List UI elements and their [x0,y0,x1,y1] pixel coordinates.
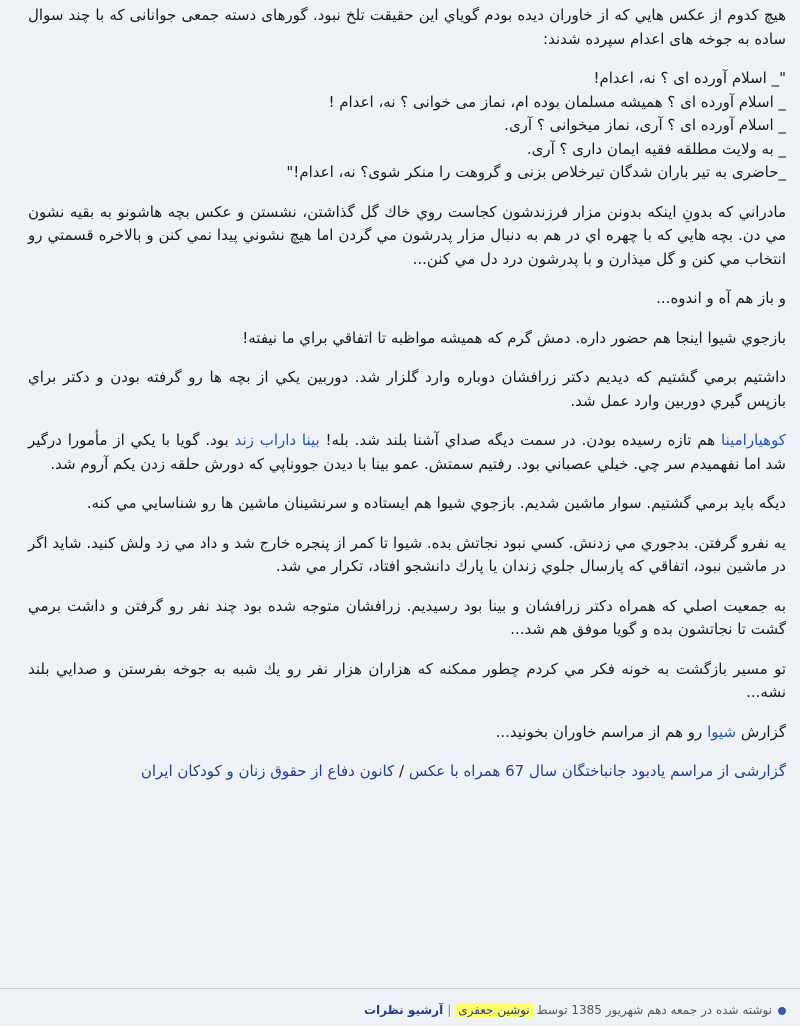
women-rights-link[interactable]: کانون دفاع از حقوق زنان و کودکان ایران [140,762,395,780]
quote-line: _ اسلام آورده ای ؟ همیشه مسلمان بوده ام، نماز می خوانی ؟ نه، اعدام ! [328,92,786,111]
post-footer [0,988,800,1026]
crowd-paragraph: به جمعيت اصلي که همراه دکتر زرافشان و بينا بود رسيديم. زرافشان متوجه شده بود چند نفر رو گرفتن و داشت برمي گشت تا نجاتشون بده و گويا موفق هم شد... [28,596,786,638]
quote-block [28,67,786,185]
comments-archive-link[interactable]: آرشيو نظرات [363,1003,444,1017]
memorial-report-link[interactable]: گزارشی از مراسم يادبود جانباختگان سال 67 همراه با عکس [408,762,786,780]
quote-line: "_ اسلام آورده ای ؟ نه، اعدام! [593,69,786,87]
quote-line: _ به ولایت مطلقه فقیه ایمان داری ؟ آری. [526,139,786,158]
bullet-icon [778,1007,786,1015]
quote-line: _ اسلام آورده ای ؟ آری، نماز میخوانی ؟ آری. [504,116,786,134]
shiva-report-link[interactable]: شيوا [707,722,737,741]
bina-link[interactable]: بينا داراب زند [234,431,320,449]
references-paragraph [28,760,786,784]
report-suffix: رو هم از مراسم خاوران بخونيد... [495,722,708,741]
author-link[interactable]: نوشين جعفری [455,1003,532,1017]
mothers-paragraph: مادراني که بدونِ اينکه بدونن مزار فرزندشون کجاست روي خاك گل گذاشتن، نشستن و عکس بچه هاشونو به بقيه نشون مي دن. بچه هايي که با چهره اي در هم به دنبال مزار پدرشون مي گردن اما هيچ نشوني پيدا نمي کنن و بالاخره قسمتي رو انتخاب مي کنن و گل ميذارن و با پدرشون درد دل مي کنن... [28,202,786,268]
posted-info: نوشته شده در جمعه دهم شهريور 1385 توسط [532,1003,772,1017]
intro-paragraph: هيچ کدوم از عکس هايي که از خاوران ديده بودم گوياي اين حقيقت تلخ نبود. گورهای دسته جمعی جوانانی که با چند سوال ساده به جوخه های اعدام سپرده شدند: [28,6,786,48]
arrest-paragraph: يه نفرو گرفتن. بدجوري مي زدنش. کسي نبود نجاتش بده. شيوا تا کمر از پنجره خارج شد و داد مي زد ولش کنيد. شايد اگر در ماشين نبود، اتفاقي که پارسال جلوي زندان يا پارك دانشجو افتاد، تکرار مي شد. [28,533,786,575]
kohyar-text: بود. گويا با يکي از مأمورا درگير شد اما نفهميدم سر چي. خيلي عصباني بود. رفتيم سمتش. عمو بينا با ديدن جووناپي که دورش حلقه زدن يکم آروم شد. [28,431,786,473]
return-paragraph: ديگه بايد برمي گشتيم. سوار ماشين شديم. بازجوي شيوا هم ايستاده و سرنشينان ماشين ها رو شناسايي مي کنه. [86,494,786,512]
kohyar-text: هم تازه رسيده بودن. در سمت ديگه صداي آشنا بلند شد. بله! [319,431,722,449]
reference-separator: / [394,762,409,780]
sigh-paragraph: و باز هم آه و اندوه... [656,289,786,307]
thought-paragraph: تو مسير بازگشت به خونه فکر مي کردم چطور ممکنه که هزاران هزار نفر رو يك شبه به جوخه بفرستن و صدايي بلند نشه... [28,659,786,701]
footer-separator: | [447,1003,452,1017]
report-prefix: گزارش [736,722,786,741]
zarafshan-paragraph: داشتيم برمي گشتيم که ديديم دکتر زرافشان دوباره وارد گلزار شد. دوربين يکي از بچه ها رو گرفته بودن و دکتر براي بازپس گيري دوربين وارد عمل شد. [28,368,786,410]
quote-line: _حاضری به تیر باران شدگان تیرخلاص بزنی و گروهت را منکر شوی؟ نه، اعدام!" [286,163,786,181]
kohyar-paragraph [28,429,786,476]
bazjoo-paragraph: بازجوي شيوا اينجا هم حضور داره. دمش گرم که هميشه مواظبه تا اتفاقي براي ما نيفته! [242,328,786,347]
report-paragraph [28,721,786,745]
kohyar-link[interactable]: کوهيارامينا [721,431,786,449]
